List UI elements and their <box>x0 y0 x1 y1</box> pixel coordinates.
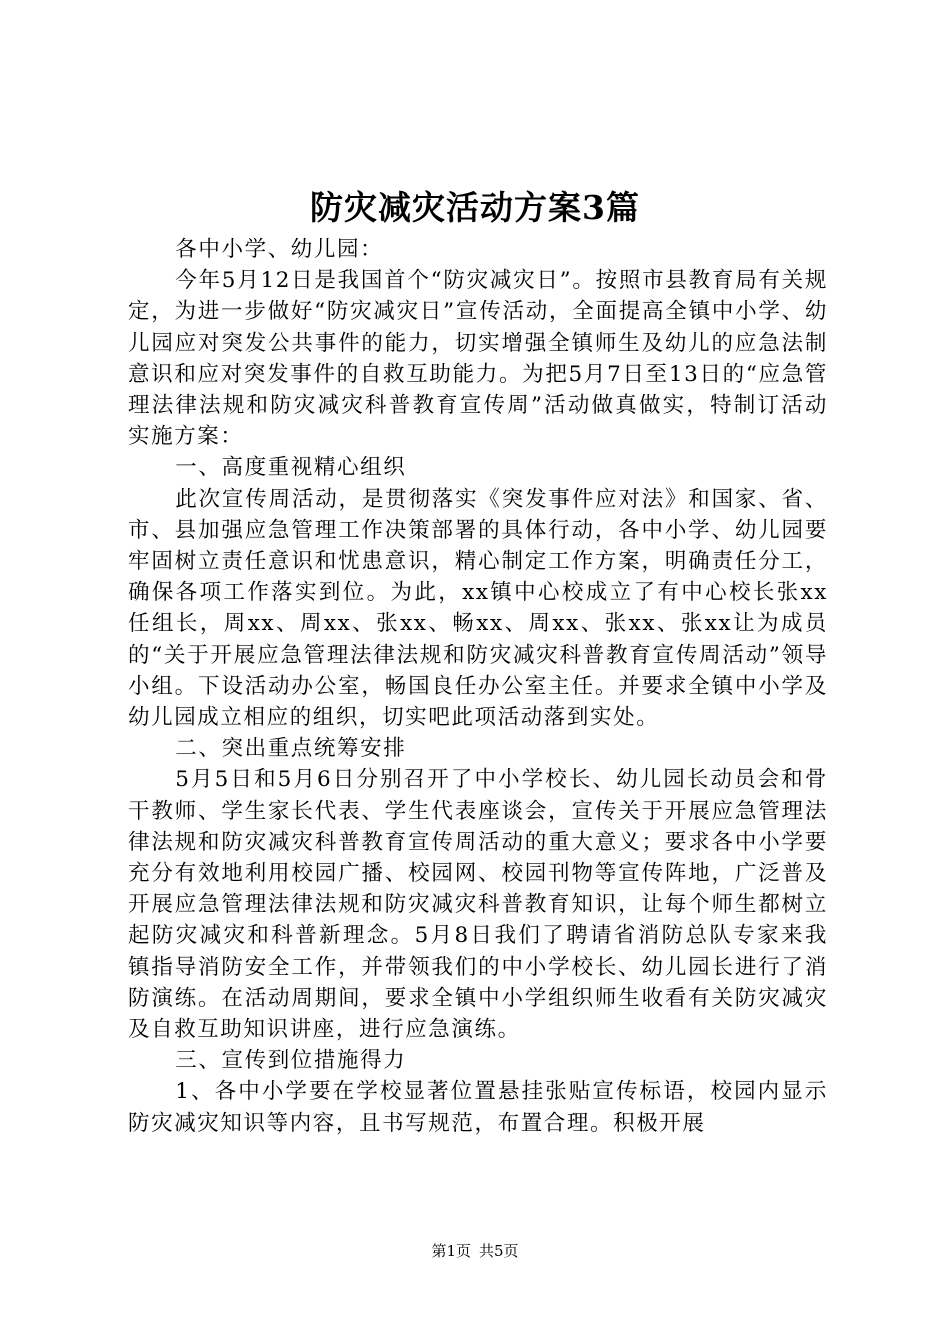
section-heading-2: 二、突出重点统筹安排 <box>175 736 407 762</box>
salutation-paragraph: 各中小学、幼儿园： <box>175 237 384 262</box>
section-heading-1: 一、高度重视精心组织 <box>175 455 407 481</box>
section-heading-3: 三、宣传到位措施得力 <box>175 1048 407 1074</box>
page-total: 共5页 <box>479 1242 519 1260</box>
document-body <box>128 234 828 1139</box>
page-footer <box>0 1241 950 1261</box>
section-3-paragraph: 1、各中小学要在学校显著位置悬挂张贴宣传标语，校园内显示防灾减灾知识等内容，且书写规范，布置合理。积极开展 <box>128 1079 828 1136</box>
intro-paragraph: 今年5月12日是我国首个“防灾减灾日”。按照市县教育局有关规定，为进一步做好“防灾减灾日”宣传活动，全面提高全镇中小学、幼儿园应对突发公共事件的能力，切实增强全镇师生及幼儿的应急法制意识和应对突发事件的自救互助能力。为把5月7日至13日的“应急管理法律法规和防灾减灾科普教育宣传周”活动做真做实，特制订活动实施方案： <box>128 268 828 450</box>
section-2-paragraph: 5月5日和5月6日分别召开了中小学校长、幼儿园长动员会和骨干教师、学生家长代表、学生代表座谈会，宣传关于开展应急管理法律法规和防灾减灾科普教育宣传周活动的重大意义；要求各中小学要充分有效地利用校园广播、校园网、校园刊物等宣传阵地，广泛普及开展应急管理法律法规和防灾减灾科普教育知识，让每个师生都树立起防灾减灾和科普新理念。5月8日我们了聘请省消防总队专家来我镇指导消防安全工作，并带领我们的中小学校长、幼儿园长进行了消防演练。在活动周期间，要求全镇中小学组织师生收看有关防灾减灾及自救互助知识讲座，进行应急演练。 <box>128 767 828 1043</box>
page-number: 第1页 <box>431 1242 471 1260</box>
section-1-paragraph: 此次宣传周活动，是贯彻落实《突发事件应对法》和国家、省、市、县加强应急管理工作决策部署的具体行动，各中小学、幼儿园要牢固树立责任意识和忧患意识，精心制定工作方案，明确责任分工，确保各项工作落实到位。为此，xx镇中心校成立了有中心校长张xx任组长，周xx、周xx、张xx、畅xx、周xx、张xx、张xx让为成员的“关于开展应急管理法律法规和防灾减灾科普教育宣传周活动”领导小组。下设活动办公室，畅国良任办公室主任。并要求全镇中小学及幼儿园成立相应的组织，切实吧此项活动落到实处。 <box>128 486 828 731</box>
document-title: 防灾减灾活动方案3篇 <box>310 188 640 227</box>
